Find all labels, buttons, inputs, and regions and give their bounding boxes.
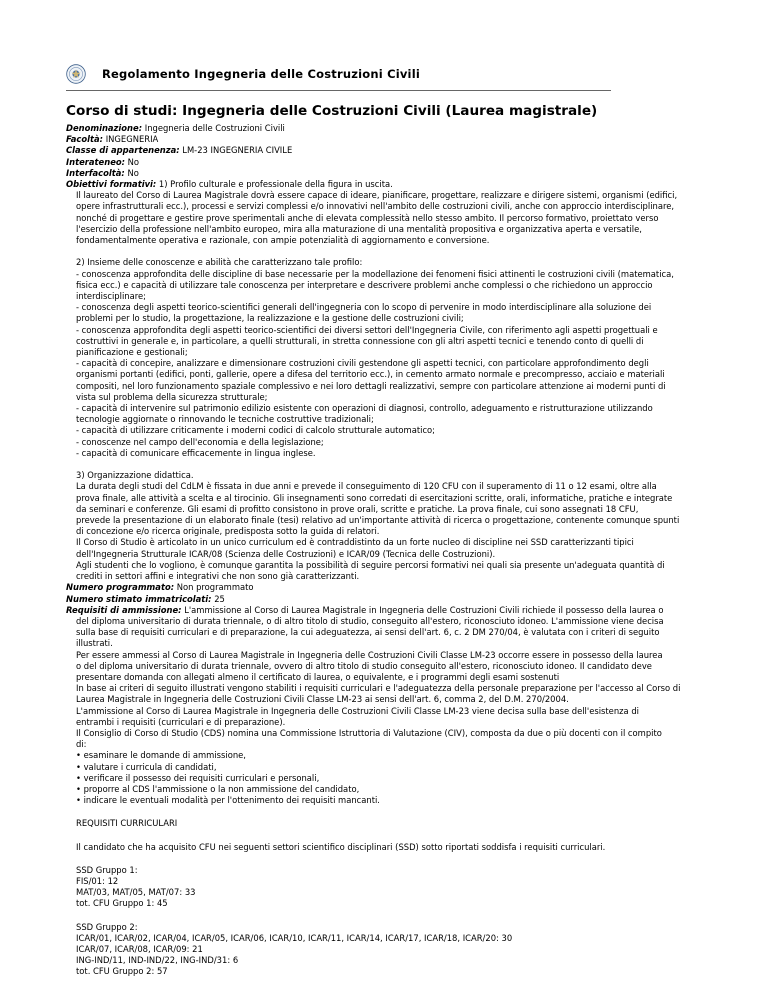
field-denominazione: Denominazione: Ingegneria delle Costruzioni Civili <box>66 123 285 133</box>
page-header <box>66 62 611 91</box>
field-facolta: Facoltà: INGEGNERIA <box>66 134 159 145</box>
document-body <box>66 123 716 978</box>
field-obiettivi: Obiettivi formativi: 1) Profilo culturale e professionale della figura in uscita. <box>66 179 393 190</box>
field-numero-stimato: Numero stimato immatricolati: 25 <box>66 593 225 604</box>
field-interfacolta: Interfacoltà: No <box>66 167 139 178</box>
header-title: Regolamento Ingegneria delle Costruzioni Civili <box>102 67 420 81</box>
field-numero-programmato: Numero programmato: Non programmato <box>66 582 254 593</box>
curriculari-intro: Il candidato che ha acquisito CFU nei seguenti settori scientifico disciplinari (SSD) sotto riportati soddisfa i requisiti curriculari. <box>76 841 606 852</box>
field-requisiti: Requisiti di ammissione: L'ammissione al Corso di Laurea Magistrale in Ingegneria delle Costruzioni Civili richiede il possesso della laurea o <box>66 604 664 615</box>
field-interateneo: Interateneo: No <box>66 156 140 167</box>
curriculari-heading: REQUISITI CURRICULARI <box>76 818 178 829</box>
field-classe: Classe di appartenenza: LM-23 INGEGNERIA CIVILE <box>66 145 293 156</box>
university-seal-icon <box>66 64 86 84</box>
obiettivi-text: Il laureato del Corso di Laurea Magistrale dovrà essere capace di ideare, pianificare, progettare, realizzare e dirigere sistemi, organismi (edifici, opere infrastrutturali ecc.), processi e servizi complessi e/o innovativi nell'ambito delle costruzioni civili, anche con approccio interdisciplinare, nonché di progettare e gestire prove sperimentali anche di elevata complessità nello stesso ambito. Il percorso formativo, proiettato verso l'esercizio della professione nell'ambito europeo, mira alla maturazione di una mentalità propositiva e organizzativa aperta e versatile, fondamentalmente operativa e razionale, con ampie potenzialità di aggiornamento e conversione. 2) Insieme delle conoscenze e abilità che caratterizzano tale profilo: - conoscenza approfondita delle discipline di base necessarie per la modellazione dei fenomeni fisici attinenti le costruzioni civili (matematica, fisica ecc.) e capacità di utilizzare tale conoscenza per interpretare e descrivere problemi anche complessi o che richiedono un approccio interdisciplinare; - conoscenza degli aspetti teorico-scientifici generali dell'ingegneria con lo scopo di pervenire in modo interdisciplinare alla soluzione dei problemi per lo studio, la progettazione, la realizzazione e la gestione delle costruzioni civili; - conoscenza approfondita degli aspetti teorico-scientifici dei diversi settori dell'Ingegneria Civile, con riferimento agli aspetti progettuali e costruttivi in generale e, in particolare, a quelli strutturali, in stretta connessione con gli altri aspetti tecnici e tenendo conto di quelli di pianificazione e gestionali; - capacità di concepire, analizzare e dimensionare costruzioni civili gestendone gli aspetti tecnici, con particolare approfondimento degli organismi portanti (edifici, ponti, gallerie, opere a difesa del territorio ecc.), in cemento armato normale e precompresso, acciaio e materiali compositi, nel loro funzionamento spaziale complessivo e nei loro dettagli realizzativi, sempre con particolare attenzione ai moderni punti di vista sul problema della sicurezza strutturale; - capacità di intervenire sul patrimonio edilizio esistente con operazioni di diagnosi, controllo, adeguamento e ristrutturazione utilizzando tecnologie aggiornate o rinnovando le tecniche costruttive tradizionali; - capacità di utilizzare criticamente i moderni codici di calcolo strutturale automatico; - conoscenze nel campo dell'economia e della legislazione; - capacità di comunicare efficacemente in lingua inglese. 3) Organizzazione didattica. La durata degli studi del CdLM è fissata in due anni e prevede il conseguimento di 120 CFU con il superamento di 11 o 12 esami, oltre alla prova finale, alle attività a scelta e al tirocinio. Gli insegnamenti sono corredati di esercitazioni scritte, orali, informatiche, pratiche e integrate da seminari e conferenze. Gli esami di profitto consistono in prove orali, scritte e pratiche. La prova finale, cui sono assegnati 18 CFU, prevede la presentazione di un elaborato finale (tesi) relativo ad un'importante attività di ricerca o progettazione, contenente comunque spunti di concezione e/o ricerca originale, predisposta sotto la guida di relatori. Il Corso di Studio è articolato in un unico curriculum ed è contraddistinto da un forte nucleo di discipline nei SSD caratterizzanti tipici dell'Ingegneria Strutturale ICAR/08 (Scienza delle Costruzioni) e ICAR/09 (Tecnica delle Costruzioni). Agli studenti che lo vogliono, è comunque garantita la possibilità di seguire percorsi formativi nei quali sia presente un'adeguata quantità di crediti in settori affini e integrativi che non sono già caratterizzanti. <box>76 190 680 582</box>
requisiti-text: del diploma universitario di durata triennale, o di altro titolo di studio, conseguito all'estero, riconosciuto idoneo. L'ammissione viene decisa sulla base di requisiti curriculari e di preparazione, la cui adeguatezza, ai sensi dell'art. 6, c. 2 DM 270/04, è valutata con i criteri di seguito illustrati. Per essere ammessi al Corso di Laurea Magistrale in Ingegneria delle Costruzioni Civili Classe LM-23 occorre essere in possesso della laurea o del diploma universitario di durata triennale, ovvero di altro titolo di studio conseguito all'estero, riconosciuto idoneo. Il candidato deve presentare domanda con allegati almeno il certificato di laurea, o equivalente, e i programmi degli esami sostenuti In base ai criteri di seguito illustrati vengono stabiliti i requisiti curriculari e l'adeguatezza della personale preparazione per l'accesso al Corso di Laurea Magistrale in Ingegneria delle Costruzioni Civili Classe LM-23 ai sensi dell'art. 6, comma 2, del D.M. 270/2004. L'ammissione al Corso di Laurea Magistrale in Ingegneria delle Costruzioni Civili Classe LM-23 viene decisa sulla base dell'esistenza di entrambi i requisiti (curriculari e di preparazione). Il Consiglio di Corso di Studio (CDS) nomina una Commissione Istruttoria di Valutazione (CIV), composta da due o più docenti con il compito di: • esaminare le domande di ammissione, • valutare i curricula di candidati, • verificare il possesso dei requisiti curriculari e personali, • proporre al CDS l'ammissione o la non ammissione del candidato, • indicare le eventuali modalità per l'ottenimento dei requisiti mancanti. REQUISITI CURRICULARI Il candidato che ha acquisito CFU nei seguenti settori scientifico disciplinari (SSD) sotto riportati soddisfa i requisiti curriculari. SSD Gruppo 1: FIS/01: 12 MAT/03, MAT/05, MAT/07: 33 tot. CFU Gruppo 1: 45 SSD Gruppo 2: ICAR/01, ICAR/02, ICAR/04, ICAR/05, ICAR/06, ICAR/10, ICAR/11, ICAR/14, ICAR/17, ICAR/18, ICAR/20: 30 ICAR/07, ICAR/08, ICAR/09: 21 ING-IND/11, IND-IND/22, ING-IND/31: 6 tot. CFU Gruppo 2: 57 <box>66 616 716 978</box>
document-title: Corso di studi: Ingegneria delle Costruzioni Civili (Laurea magistrale) <box>66 103 598 119</box>
